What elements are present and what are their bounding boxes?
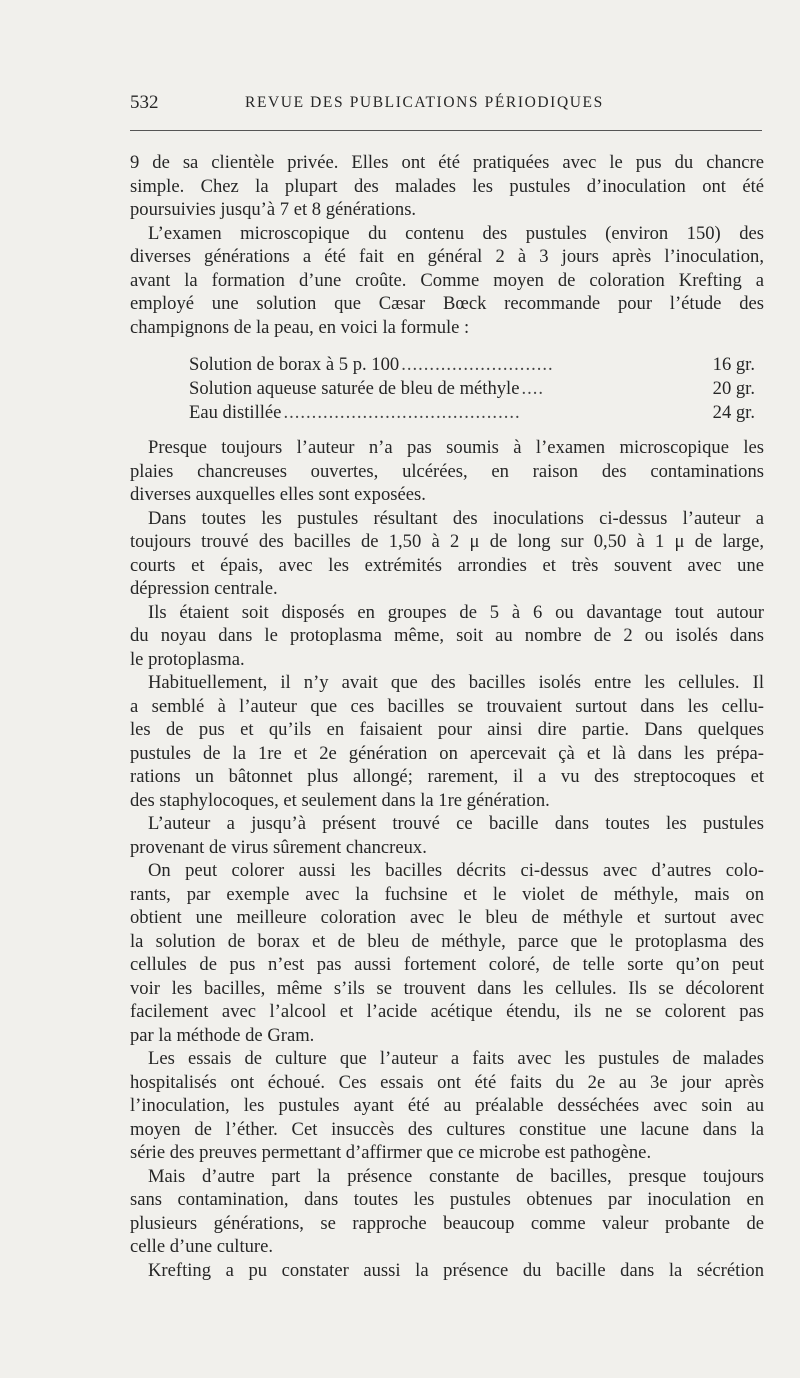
text-line: Ils étaient soit disposés en groupes de 5 à 6 ou davantage tout autour bbox=[148, 601, 764, 623]
formula-quantity: 20 gr. bbox=[712, 378, 755, 399]
text-line: poursuivies jusqu’à 7 et 8 générations. bbox=[130, 199, 417, 220]
text-line: L’examen microscopique du contenu des pustules (environ 150) des bbox=[148, 222, 764, 244]
text-line: diverses générations a été fait en général 2 à 3 jours après l’inoculation, bbox=[130, 246, 764, 267]
text-line: moyen de l’éther. Cet insuccès des cultures constitue une lacune dans la bbox=[130, 1118, 764, 1140]
text-line: la solution de borax et de bleu de méthyle, parce que le protoplasma des bbox=[130, 930, 764, 952]
formula-row bbox=[189, 401, 755, 425]
text-line: simple. Chez la plupart des malades les pustules d’inoculation ont été bbox=[130, 175, 764, 197]
text-line: obtient une meilleure coloration avec le bleu de méthyle et surtout avec bbox=[130, 907, 764, 928]
formula-row bbox=[189, 377, 755, 401]
text-line: Habituellement, il n’y avait que des bacilles isolés entre les cellules. Il bbox=[148, 672, 764, 693]
text-line: employé une solution que Cæsar Bœck recommande pour l’étude des bbox=[130, 293, 764, 314]
text-line: le protoplasma. bbox=[130, 648, 245, 670]
text-line: des staphylocoques, et seulement dans la 1re génération. bbox=[130, 789, 550, 811]
text-line: rants, par exemple avec la fuchsine et le violet de méthyle, mais on bbox=[130, 883, 764, 905]
text-line: l’inoculation, les pustules ayant été au préalable desséchées avec soin au bbox=[130, 1095, 764, 1116]
formula-table bbox=[189, 353, 755, 425]
page-number: 532 bbox=[130, 92, 159, 113]
formula-leader: ........................... bbox=[401, 354, 554, 375]
text-line: voir les bacilles, même s’ils se trouvent dans les cellules. Ils se décolorent bbox=[130, 977, 764, 999]
formula-ingredient: Eau distillée bbox=[189, 402, 282, 423]
text-line: cellules de pus n’est pas aussi fortement coloré, de telle sorte qu’on peut bbox=[130, 954, 764, 975]
text-line: Les essais de culture que l’auteur a faits avec les pustules de malades bbox=[148, 1048, 764, 1069]
formula-leader: .... bbox=[521, 378, 545, 399]
text-line: a semblé à l’auteur que ces bacilles se trouvaient surtout dans les cellu- bbox=[130, 695, 764, 717]
text-line: hospitalisés ont échoué. Ces essais ont été faits du 2e au 3e jour après bbox=[130, 1071, 764, 1093]
text-line: série des preuves permettant d’affirmer que ce microbe est pathogène. bbox=[130, 1142, 652, 1163]
intro-text bbox=[130, 151, 764, 339]
text-line: facilement avec l’alcool et l’acide acétique étendu, ils ne se colorent pas bbox=[130, 1001, 764, 1022]
formula-leader: .......................................... bbox=[283, 402, 521, 423]
text-line: sans contamination, dans toutes les pustules obtenues par inoculation en bbox=[130, 1189, 764, 1210]
main-text bbox=[130, 436, 764, 1282]
text-line: Dans toutes les pustules résultant des inoculations ci-dessus l’auteur a bbox=[148, 507, 764, 529]
text-line: Krefting a pu constater aussi la présence du bacille dans la sécrétion bbox=[148, 1259, 764, 1281]
text-line: L’auteur a jusqu’à présent trouvé ce bacille dans toutes les pustules bbox=[148, 813, 764, 834]
text-line: 9 de sa clientèle privée. Elles ont été pratiquées avec le pus du chancre bbox=[130, 152, 764, 173]
text-line: toujours trouvé des bacilles de 1,50 à 2 μ de long sur 0,50 à 1 μ de large, bbox=[130, 531, 764, 552]
formula-ingredient: Solution de borax à 5 p. 100 bbox=[189, 354, 400, 375]
article-body bbox=[130, 151, 764, 1282]
text-line: rations un bâtonnet plus allongé; rarement, il a vu des streptocoques et bbox=[130, 766, 764, 787]
running-title: REVUE DES PUBLICATIONS PÉRIODIQUES bbox=[245, 94, 604, 111]
text-line: diverses auxquelles elles sont exposées. bbox=[130, 484, 426, 505]
text-line: par la méthode de Gram. bbox=[130, 1024, 315, 1046]
text-line: On peut colorer aussi les bacilles décrits ci-dessus avec d’autres colo- bbox=[148, 860, 764, 881]
page-header bbox=[130, 92, 762, 116]
formula-quantity: 16 gr. bbox=[712, 354, 755, 375]
text-line: provenant de virus sûrement chancreux. bbox=[130, 836, 427, 858]
text-line: courts et épais, avec les extrémités arrondies et très souvent avec une bbox=[130, 554, 764, 576]
text-line: les de pus et qu’ils en faisaient pour ainsi dire partie. Dans quelques bbox=[130, 719, 764, 740]
text-line: avant la formation d’une croûte. Comme moyen de coloration Krefting a bbox=[130, 269, 764, 291]
formula-ingredient: Solution aqueuse saturée de bleu de méthyle bbox=[189, 378, 520, 399]
formula-quantity: 24 gr. bbox=[712, 402, 755, 423]
text-line: dépression centrale. bbox=[130, 578, 278, 599]
text-line: Mais d’autre part la présence constante de bacilles, presque toujours bbox=[148, 1165, 764, 1187]
text-line: plusieurs générations, se rapproche beaucoup comme valeur probante de bbox=[130, 1212, 764, 1234]
text-line: celle d’une culture. bbox=[130, 1236, 273, 1257]
text-line: Presque toujours l’auteur n’a pas soumis à l’examen microscopique les bbox=[148, 437, 764, 458]
text-line: champignons de la peau, en voici la formule : bbox=[130, 316, 470, 338]
formula-row bbox=[189, 353, 755, 377]
text-line: pustules de la 1re et 2e génération on apercevait çà et là dans les prépa- bbox=[130, 742, 764, 764]
text-line: du noyau dans le protoplasma même, soit au nombre de 2 ou isolés dans bbox=[130, 625, 764, 646]
text-line: plaies chancreuses ouvertes, ulcérées, en raison des contaminations bbox=[130, 460, 764, 482]
header-rule bbox=[130, 130, 762, 131]
